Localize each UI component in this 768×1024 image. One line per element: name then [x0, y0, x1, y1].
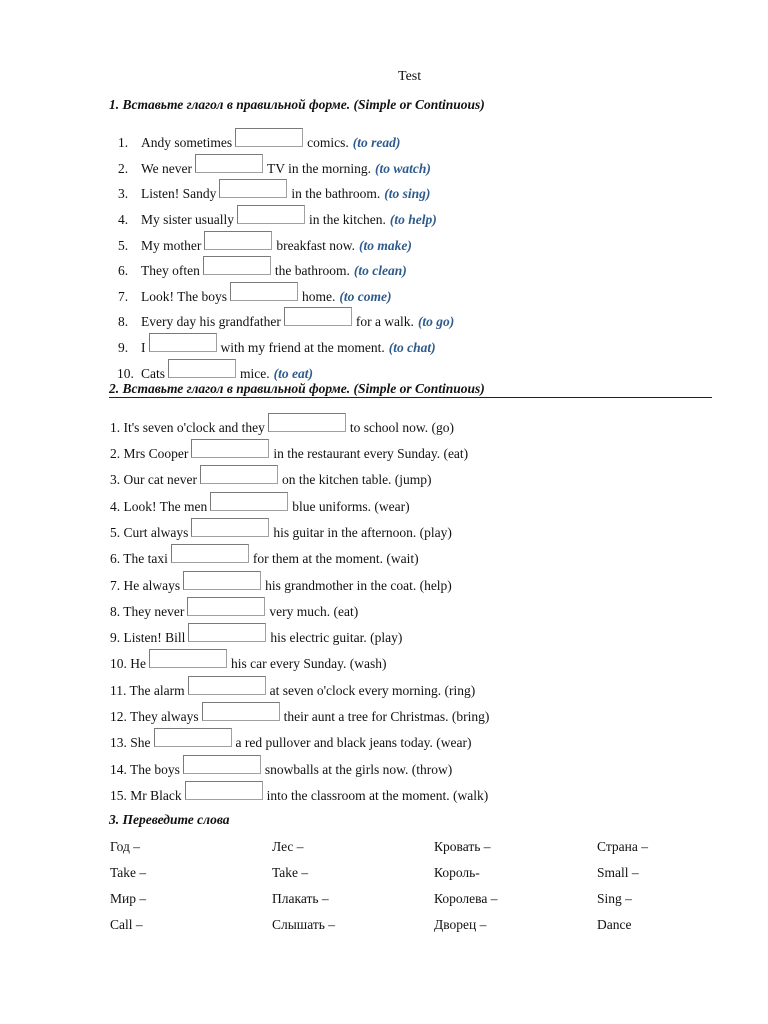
item-text-before: My sister usually: [141, 211, 234, 227]
answer-input[interactable]: [191, 518, 269, 537]
exercise2-item: [110, 707, 489, 726]
vocab-word: Кровать –: [434, 839, 491, 854]
item-text-after: their aunt a tree for Christmas. (bring): [283, 708, 490, 724]
item-text-before: 3. Our cat never: [110, 471, 197, 487]
item-number: 2.: [118, 160, 129, 176]
item-text-before: Look! The boys: [141, 288, 227, 304]
answer-input[interactable]: [154, 728, 232, 747]
exercise2-item: [110, 470, 432, 489]
item-text-before: Andy sometimes: [141, 134, 233, 150]
verb-hint: (to make): [358, 237, 412, 253]
item-text-after: a red pullover and black jeans today. (wear): [235, 734, 472, 750]
exercise1-item: [118, 312, 454, 331]
answer-input[interactable]: [171, 544, 249, 563]
vocab-word: Лес –: [272, 839, 304, 854]
item-text-before: Cats: [141, 365, 166, 381]
vocab-word: Год –: [110, 839, 140, 854]
vocab-word: Дворец –: [434, 917, 487, 932]
item-number: 6.: [118, 262, 129, 278]
item-number: 1.: [118, 134, 129, 150]
item-text-before: I: [141, 339, 146, 355]
item-text-after: on the kitchen table. (jump): [281, 471, 432, 487]
item-text-before: 6. The taxi: [110, 550, 168, 566]
item-text-after: with my friend at the moment.: [220, 339, 385, 355]
item-text-before: 2. Mrs Cooper: [110, 445, 189, 461]
section1-heading: 1. Вставьте глагол в правильной форме. (Simple or Continuous): [109, 97, 485, 112]
exercise2-item: [110, 681, 475, 700]
vocab-word: Small –: [597, 865, 639, 880]
item-text-before: 14. The boys: [110, 761, 180, 777]
answer-input[interactable]: [188, 676, 266, 695]
verb-hint: (to clean): [353, 262, 407, 278]
item-text-after: mice.: [240, 365, 270, 381]
exercise1-item: [118, 338, 436, 357]
item-text-after: at seven o'clock every morning. (ring): [269, 682, 476, 698]
exercise2-item: [110, 786, 488, 805]
item-text-before: 8. They never: [110, 603, 185, 619]
section2-heading: 2. Вставьте глагол в правильной форме. (Simple or Continuous): [109, 381, 485, 396]
vocab-word: Слышать –: [272, 917, 336, 932]
answer-input[interactable]: [204, 231, 272, 250]
section3-heading: 3. Переведите слова: [109, 812, 230, 827]
item-text-after: for a walk.: [355, 313, 414, 329]
item-text-after: snowballs at the girls now. (throw): [264, 761, 453, 777]
vocab-word: Плакать –: [272, 891, 329, 906]
item-text-before: 13. She: [110, 734, 151, 750]
exercise1-item: [118, 184, 430, 203]
item-text-before: We never: [141, 160, 193, 176]
verb-hint: (to read): [352, 134, 401, 150]
item-text-after: to school now. (go): [349, 419, 454, 435]
exercise1-item: [118, 236, 412, 255]
verb-hint: (to eat): [273, 365, 314, 381]
item-text-before: My mother: [141, 237, 202, 253]
item-text-after: home.: [302, 288, 336, 304]
verb-hint: (to help): [389, 211, 437, 227]
item-number: 10.: [117, 365, 134, 381]
answer-input[interactable]: [230, 282, 298, 301]
verb-hint: (to sing): [384, 185, 431, 201]
answer-input[interactable]: [284, 307, 352, 326]
vocab-word: Королева –: [434, 891, 498, 906]
item-text-before: They often: [141, 262, 200, 278]
answer-input[interactable]: [149, 649, 227, 668]
answer-input[interactable]: [210, 492, 288, 511]
exercise2-item: [110, 628, 402, 647]
exercise1-item: [118, 133, 400, 152]
section-divider: [109, 397, 712, 398]
exercise1-item: [118, 287, 391, 306]
page-title: Test: [398, 69, 422, 84]
exercise2-item: [110, 523, 452, 542]
exercise2-item: [110, 602, 358, 621]
item-text-after: in the kitchen.: [309, 211, 386, 227]
item-text-before: 15. Mr Black: [110, 787, 182, 803]
exercise2-item: [110, 654, 386, 673]
vocab-word: Sing –: [597, 891, 632, 906]
answer-input[interactable]: [268, 413, 346, 432]
item-number: 4.: [118, 211, 129, 227]
item-text-before: 1. It's seven o'clock and they: [110, 419, 265, 435]
answer-input[interactable]: [195, 154, 263, 173]
item-text-after: his car every Sunday. (wash): [231, 655, 387, 671]
item-text-before: 10. He: [110, 655, 146, 671]
exercise1-item: [118, 159, 431, 178]
vocab-word: Dance: [597, 917, 632, 932]
item-text-after: into the classroom at the moment. (walk): [266, 787, 489, 803]
answer-input[interactable]: [219, 179, 287, 198]
item-text-before: 9. Listen! Bill: [110, 629, 186, 645]
item-text-before: 4. Look! The men: [110, 498, 208, 514]
answer-input[interactable]: [187, 597, 265, 616]
verb-hint: (to go): [417, 313, 455, 329]
answer-input[interactable]: [183, 571, 261, 590]
exercise2-item: [110, 418, 454, 437]
item-text-after: for them at the moment. (wait): [252, 550, 419, 566]
item-text-before: 7. He always: [110, 577, 181, 593]
item-text-after: in the restaurant every Sunday. (eat): [273, 445, 469, 461]
exercise1-item: [118, 261, 407, 280]
exercise2-item: [110, 576, 452, 595]
vocab-word: Мир –: [110, 891, 147, 906]
item-text-after: his grandmother in the coat. (help): [265, 577, 452, 593]
item-text-before: 12. They always: [110, 708, 199, 724]
vocab-word: Take –: [272, 865, 309, 880]
item-text-after: comics.: [307, 134, 349, 150]
vocab-word: Страна –: [597, 839, 648, 854]
item-text-before: 5. Curt always: [110, 524, 189, 540]
item-number: 9.: [118, 339, 129, 355]
exercise2-item: [110, 760, 452, 779]
answer-input[interactable]: [203, 256, 271, 275]
verb-hint: (to chat): [388, 339, 436, 355]
exercise2-item: [110, 444, 468, 463]
item-text-after: very much. (eat): [269, 603, 359, 619]
verb-hint: (to come): [339, 288, 392, 304]
item-text-after: in the bathroom.: [291, 185, 381, 201]
item-number: 8.: [118, 313, 129, 329]
answer-input[interactable]: [200, 465, 278, 484]
answer-input[interactable]: [235, 128, 303, 147]
vocab-word: Король-: [434, 865, 480, 880]
item-number: 5.: [118, 237, 129, 253]
item-text-before: Every day his grandfather: [141, 313, 281, 329]
item-text-after: the bathroom.: [274, 262, 350, 278]
item-text-before: 11. The alarm: [110, 682, 185, 698]
answer-input[interactable]: [191, 439, 269, 458]
verb-hint: (to watch): [375, 160, 431, 176]
item-text-after: blue uniforms. (wear): [292, 498, 410, 514]
item-number: 7.: [118, 288, 129, 304]
item-text-after: TV in the morning.: [267, 160, 372, 176]
answer-input[interactable]: [237, 205, 305, 224]
item-text-before: Listen! Sandy: [141, 185, 217, 201]
vocab-word: Take –: [110, 865, 147, 880]
answer-input[interactable]: [183, 755, 261, 774]
exercise2-item: [110, 733, 472, 752]
answer-input[interactable]: [168, 359, 236, 378]
answer-input[interactable]: [188, 623, 266, 642]
item-text-after: his electric guitar. (play): [270, 629, 403, 645]
exercise2-item: [110, 549, 419, 568]
exercise1-item: [118, 210, 437, 229]
item-text-after: breakfast now.: [276, 237, 355, 253]
answer-input[interactable]: [202, 702, 280, 721]
answer-input[interactable]: [185, 781, 263, 800]
vocab-word: Call –: [110, 917, 143, 932]
exercise2-item: [110, 497, 410, 516]
item-text-after: his guitar in the afternoon. (play): [273, 524, 452, 540]
item-number: 3.: [118, 185, 129, 201]
answer-input[interactable]: [149, 333, 217, 352]
